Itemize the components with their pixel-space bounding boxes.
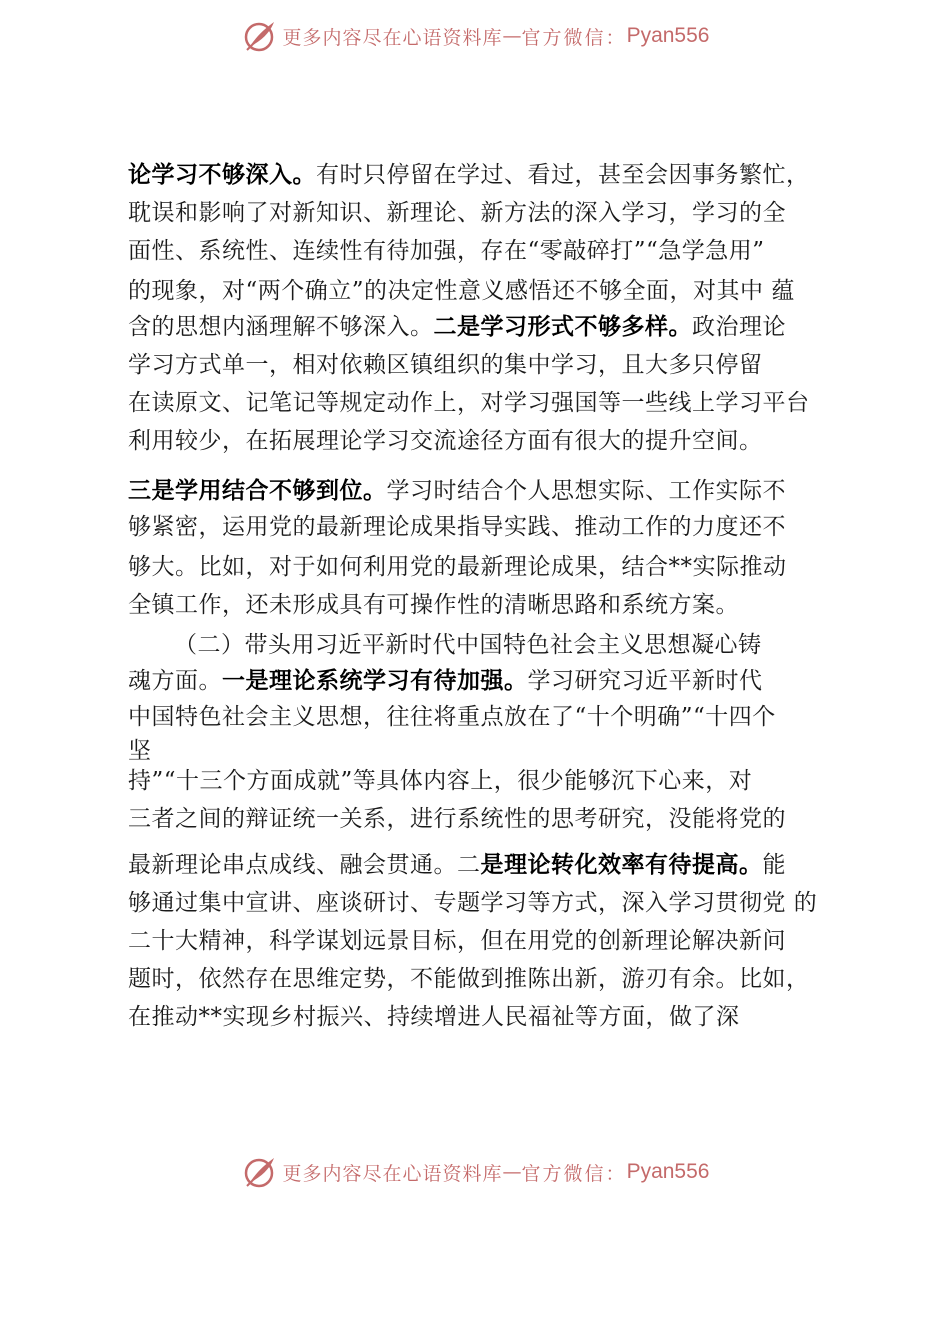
text-run: 学习研究习近平新时代 [527,668,763,694]
paragraph-line [128,926,786,956]
text-run: 三者之间的辩证统一关系，进行系统性的思考研究，没能将党的 [128,806,786,832]
footer-banner [0,1152,950,1192]
banner-brand-text: 更多内容尽在心语资料库 [282,26,503,49]
paragraph-line [128,388,810,418]
text-run: 含的思想内涵理解不够深入。 [128,314,434,340]
paragraph-line [128,276,795,306]
paragraph-line [128,766,752,796]
paragraph-line [128,630,762,660]
paragraph-line [128,702,776,732]
text-run: 够大。比如，对于如何利用党的最新理论成果，结合**实际推动 [128,554,787,580]
paragraph-line [128,512,786,542]
bold-heading-run: 二是学习形式不够多样。 [433,314,692,340]
footer-separator: — [502,1161,522,1183]
text-run: 最新理论串点成线、融会贯通。二 [128,852,481,878]
bold-heading-run: 三是学用结合不够到位。 [128,478,387,504]
feather-pen-logo-icon [241,1154,277,1190]
text-run: 面性、系统性、连续性有待加强，存在“零敲碎打”“急学急用” [128,238,765,264]
paragraph-line [128,1002,740,1032]
footer-brand-text: 更多内容尽在心语资料库 [282,1162,503,1185]
text-run: 政治理论 [692,314,786,340]
banner-separator: — [502,25,522,47]
paragraph-line [128,476,786,506]
paragraph-line [128,236,765,266]
paragraph-line [128,350,763,380]
text-run: 学习时结合个人思想实际、工作实际不 [386,478,786,504]
footer-wechat-label: 官方微信： [521,1162,627,1185]
text-run: 有时只停留在学过、看过，甚至会因事务繁忙， [316,162,810,188]
paragraph-line [128,888,817,918]
paragraph-line [128,552,787,582]
paragraph-line [128,590,739,620]
text-run: （二）带头用习近平新时代中国特色社会主义思想凝心铸 [174,632,762,658]
bold-heading-run: 一是理论系统学习有待加强。 [222,668,528,694]
feather-pen-logo-icon [241,18,277,54]
paragraph-line [128,804,786,834]
text-run: 持”“十三个方面成就”等具体内容上，很少能够沉下心来，对 [128,768,753,794]
text-run: 题时，依然存在思维定势，不能做到推陈出新，游刃有余。比如， [128,966,810,992]
paragraph-line [128,964,810,994]
paragraph-line [128,312,786,342]
bold-heading-run: 论学习不够深入。 [128,162,316,188]
text-run: 够通过集中宣讲、座谈研讨、专题学习等方式，深入学习贯彻党 的 [128,890,818,916]
text-run: 学习方式单一，相对依赖区镇组织的集中学习，且大多只停留 [128,352,763,378]
bold-heading-run: 是理论转化效率有待提高。 [480,852,763,878]
paragraph-line [128,666,763,696]
paragraph-line [128,426,763,456]
paragraph-line [128,850,786,880]
text-run: 耽误和影响了对新知识、新理论、新方法的深入学习，学习的全 [128,200,786,226]
text-run: 二十大精神，科学谋划远景目标，但在用党的创新理论解决新问 [128,928,786,954]
text-run: 能 [762,852,786,878]
text-run: 在读原文、记笔记等规定动作上，对学习强国等一些线上学习平台 [128,390,810,416]
text-run: 利用较少，在拓展理论学习交流途径方面有很大的提升空间。 [128,428,763,454]
banner-wechat-label: 官方微信： [521,26,627,49]
header-banner [0,16,950,56]
paragraph-line [128,736,152,766]
banner-wechat-id: Pyan556 [626,24,710,47]
paragraph-line [128,198,786,228]
text-run: 坚 [128,738,152,764]
text-run: 中国特色社会主义思想，往往将重点放在了“十个明确”“十四个 [128,704,776,730]
text-run: 的现象，对“两个确立”的决定性意义感悟还不够全面，对其中 蕴 [128,278,795,304]
footer-wechat-id: Pyan556 [626,1160,710,1183]
paragraph-line [128,160,810,190]
text-run: 魂方面。 [128,668,222,694]
text-run: 全镇工作，还未形成具有可操作性的清晰思路和系统方案。 [128,592,739,618]
text-run: 在推动**实现乡村振兴、持续增进人民福祉等方面，做了深 [128,1004,740,1030]
text-run: 够紧密，运用党的最新理论成果指导实践、推动工作的力度还不 [128,514,786,540]
